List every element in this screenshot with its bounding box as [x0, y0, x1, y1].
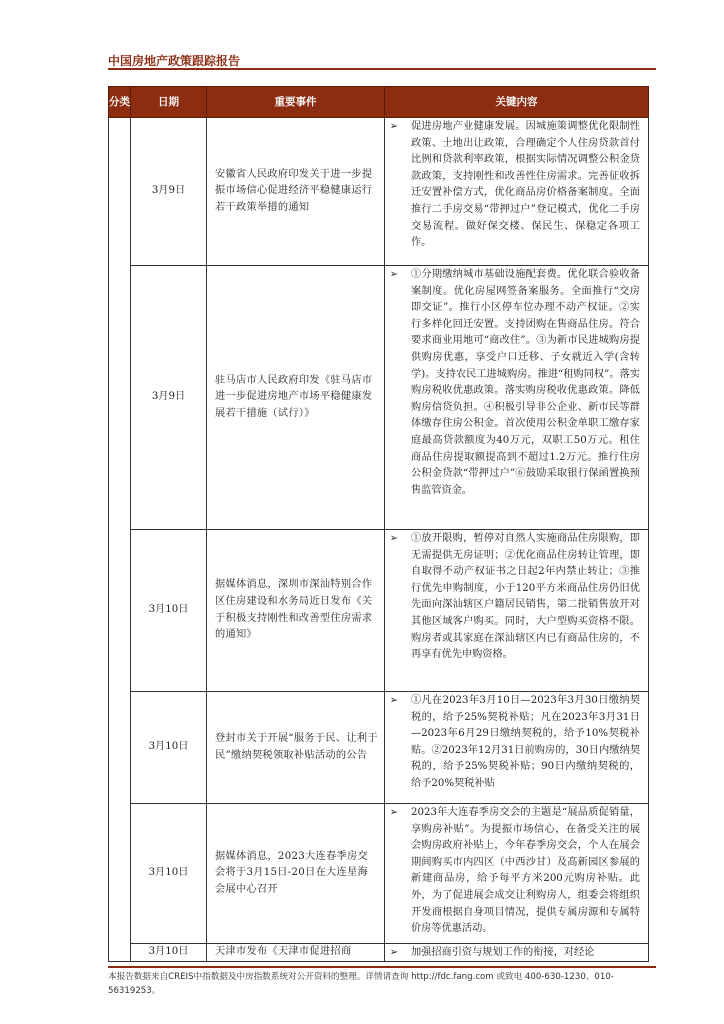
date-cell: 3月10日 — [131, 530, 207, 692]
date-cell: 3月10日 — [131, 692, 207, 804]
date-cell: 3月9日 — [131, 266, 207, 530]
footer-rule — [108, 966, 656, 968]
content-text: 促进房地产业健康发展。因城施策调整优化限制性政策、土地出让政策，合理确定个人住房贷款首付比例和贷款利率政策，根据实际情况调整公积金贷款政策，支持刚性和改善性住房需求。完善征收拆迁安置补偿方式，优化商品房价格备案制度。全面推行二手房交易“带押过户”登记模式，优化二手房交易流程。做好保交楼、保民生、保稳定各项工作。 — [411, 121, 640, 249]
event-cell: 安徽省人民政府印发关于进一步提振市场信心促进经济平稳健康运行若干政策举措的通知 — [207, 118, 385, 266]
footer-note: 本报告数据来自CREIS中指数据及中房指数系统对公开资料的整理。详情请查询 http://fdc.fang.com 或致电 400-630-1230、010-56319253。 — [108, 972, 614, 996]
table-row — [109, 118, 649, 266]
table-row — [109, 944, 649, 962]
date-cell: 3月10日 — [131, 944, 207, 962]
arrow-bullet-icon: ➢ — [389, 269, 399, 280]
arrow-bullet-icon: ➢ — [389, 533, 399, 544]
table-header-row — [109, 87, 649, 118]
arrow-bullet-icon: ➢ — [389, 807, 399, 818]
content-cell — [385, 804, 649, 944]
column-header-content: 关键内容 — [385, 87, 649, 118]
content-cell — [385, 944, 649, 962]
column-header-date: 日期 — [131, 87, 207, 118]
event-cell: 天津市发布《天津市促进招商 — [207, 944, 385, 962]
category-cell — [109, 118, 131, 962]
content-text: 2023年大连春季房交会的主题是“展品质促销量，享购房补贴”。为提振市场信心，在备受关注的展会购房政府补贴上，今年春季房交会，个人在展会期间购买市内四区（中西沙甘）及高新园区参展的新建商品房，给予每平方米200元购房补贴。此外，为了促进展会成交让利购房人，组委会将组织开发商根据自身项目情况，提供专属房源和专属特价房等优惠活动。 — [411, 807, 640, 935]
column-header-event: 重要事件 — [207, 87, 385, 118]
content-text: ①放开限购，暂停对自然人实施商品住房限购，即无需提供无房证明；②优化商品住房转让管理，即自取得不动产权证书之日起2年内禁止转让；③推行优先申购制度，小于120平方米商品住房仍旧优先面向深汕辖区户籍居民销售，第二批销售放开对其他区域客户购买。同时，大户型购买资格不限。购房者或其家庭在深汕辖区内已有商品住房的，不再享有优先申购资格。 — [411, 533, 640, 661]
content-text: ①凡在2023年3月10日—2023年3月30日缴纳契税的，给予25%契税补贴；凡在2023年3月31日—2023年6月29日缴纳契税的，给予10%契税补贴。②2023年12月31日前购房的，30日内缴纳契税的，给予25%契税补贴；90日内缴纳契税的，给予20%契税补贴 — [411, 695, 640, 789]
arrow-bullet-icon: ➢ — [389, 947, 399, 958]
event-cell: 据媒体消息，2023大连春季房交会将于3月15日-20日在大连星海会展中心召开 — [207, 804, 385, 944]
content-cell — [385, 530, 649, 692]
arrow-bullet-icon: ➢ — [389, 121, 399, 132]
event-cell: 登封市关于开展“服务于民、让利于民”缴纳契税领取补贴活动的公告 — [207, 692, 385, 804]
date-cell: 3月9日 — [131, 118, 207, 266]
date-cell: 3月10日 — [131, 804, 207, 944]
policy-table-wrapper — [108, 86, 648, 962]
event-cell: 据媒体消息，深圳市深汕特别合作区住房建设和水务局近日发布《关于积极支持刚性和改善型住房需求的通知》 — [207, 530, 385, 692]
table-row — [109, 804, 649, 944]
table-row — [109, 530, 649, 692]
event-cell: 驻马店市人民政府印发《驻马店市进一步促进房地产市场平稳健康发展若干措施（试行）》 — [207, 266, 385, 530]
header-rule — [108, 68, 656, 70]
report-title: 中国房地产政策跟踪报告 — [108, 54, 241, 68]
arrow-bullet-icon: ➢ — [389, 695, 399, 706]
policy-table — [108, 86, 649, 962]
column-header-category: 分类 — [109, 87, 131, 118]
content-text: 加强招商引资与规划工作的衔接，对经论 — [411, 947, 595, 958]
content-cell — [385, 692, 649, 804]
content-cell — [385, 118, 649, 266]
table-row — [109, 692, 649, 804]
table-row — [109, 266, 649, 530]
content-text: ①分期缴纳城市基础设施配套费。优化联合验收备案制度。优化房屋网签备案服务。全面推行“交房即交证”。推行小区停车位办理不动产权证。②实行多样化回迁安置。支持团购在售商品住房。符合要求商业用地可“商改住”。③为新市民进城购房提供购房优惠，享受户口迁移、子女就近入学(含转学)。支持农民工进城购房。推进“租购同权”。落实购房税收优惠政策。落实购房税收优惠政策。降低购房信贷负担。④积极引导非公企业、新市民等群体缴存住房公积金。首次使用公积金单职工缴存家庭最高贷款额度为40万元，双职工50万元。租住商品住房提取额提高到不超过1.2万元。推行住房公积金贷款“带押过户”⑥鼓励采取银行保函置换预售监管资金。 — [411, 269, 640, 496]
content-cell — [385, 266, 649, 530]
